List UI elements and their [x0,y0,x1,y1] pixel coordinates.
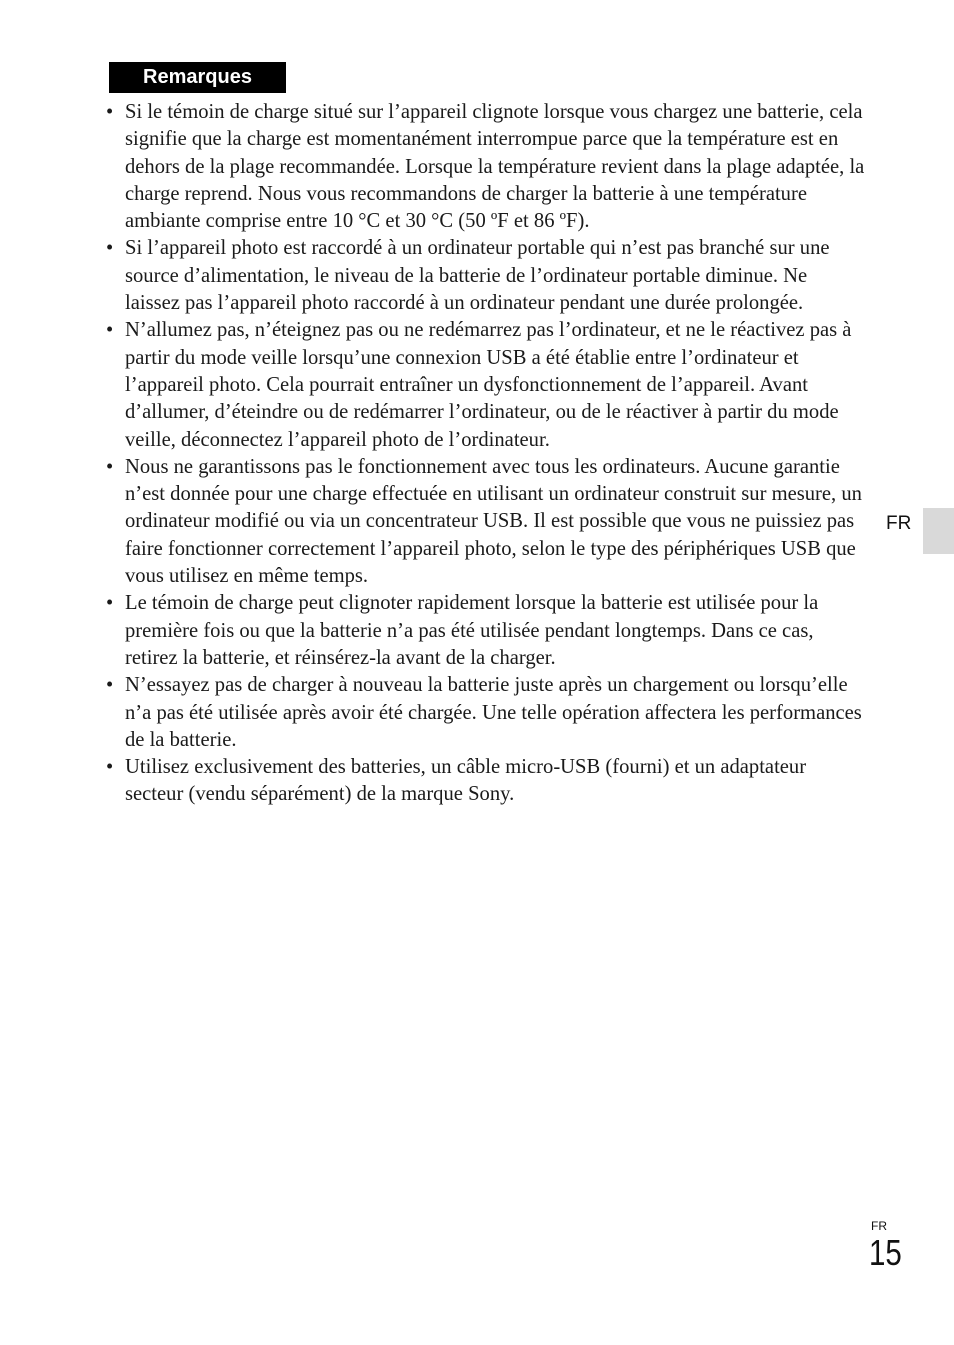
section-heading: Remarques [109,62,286,93]
note-item [106,317,866,453]
language-side-tab [923,508,954,554]
note-text: Utilisez exclusivement des batteries, un câble micro-USB (fourni) et un adaptateur secteur (vendu séparément) de la marque Sony. [125,756,807,806]
note-text: Si le témoin de charge situé sur l’appareil clignote lorsque vous chargez une batterie, cela signifie que la charge est momentanément interrompue parce que la température est en dehors de la plage recommandée. Lorsque la température revient dans la plage adaptée, la charge reprend. Nous vous recommandons de charger la batterie à une température ambiante comprise entre 10 °C et 30 °C (50 ºF et 86 ºF). [125,101,865,233]
bullet-icon: • [106,455,114,478]
note-text: N’allumez pas, n’éteignez pas ou ne redémarrez pas l’ordinateur, et ne le réactivez pas à partir du mode veille lorsqu’une connexion USB a été établie entre l’ordinateur et l’appareil photo. Cela pourrait entraîner un dysfonctionnement de l’appareil. Avant d’allumer, d’éteindre ou de redémarrer l’ordinateur, ou de le réactiver à partir du mode veille, déconnectez l’appareil photo de l’ordinateur. [125,319,852,451]
note-item [106,754,866,809]
note-item [106,672,866,754]
bullet-icon: • [106,237,114,260]
note-item [106,99,866,235]
note-item [106,454,866,590]
language-tab-label: FR [886,513,912,534]
note-text: N’essayez pas de charger à nouveau la batterie juste après un chargement ou lorsqu’elle n’a pas été utilisée après avoir été chargée. Une telle opération affectera les performances de la batterie. [125,674,862,751]
footer-language: FR [871,1219,887,1233]
note-text: Si l’appareil photo est raccordé à un ordinateur portable qui n’est pas branché sur une source d’alimentation, le niveau de la batterie de l’ordinateur portable diminue. Ne laissez pas l’appareil photo raccordé à un ordinateur pendant une durée prolongée. [125,237,830,315]
bullet-icon: • [106,674,114,697]
note-text: Nous ne garantissons pas le fonctionnement avec tous les ordinateurs. Aucune garantie n’est donnée pour une charge effectuée en utilisant un ordinateur construit sur mesure, un ordinateur modifié ou via un concentrateur USB. Il est possible que vous ne puissiez pas faire fonctionner correctement l’appareil photo, selon le type des périphériques USB que vous utilisez en même temps. [125,455,862,588]
bullet-icon: • [106,101,114,123]
bullet-icon: • [106,319,114,342]
note-item [106,590,866,672]
bullet-icon: • [106,756,114,779]
note-text: Le témoin de charge peut clignoter rapidement lorsque la batterie est utilisée pour la première fois ou que la batterie n’a pas été utilisée pendant longtemps. Dans ce cas, retirez la batterie, et réinsérez-la avant de la charger. [125,592,819,669]
notes-list [106,99,866,809]
page-number: 15 [869,1232,902,1273]
bullet-icon: • [106,592,114,615]
note-item [106,235,866,317]
